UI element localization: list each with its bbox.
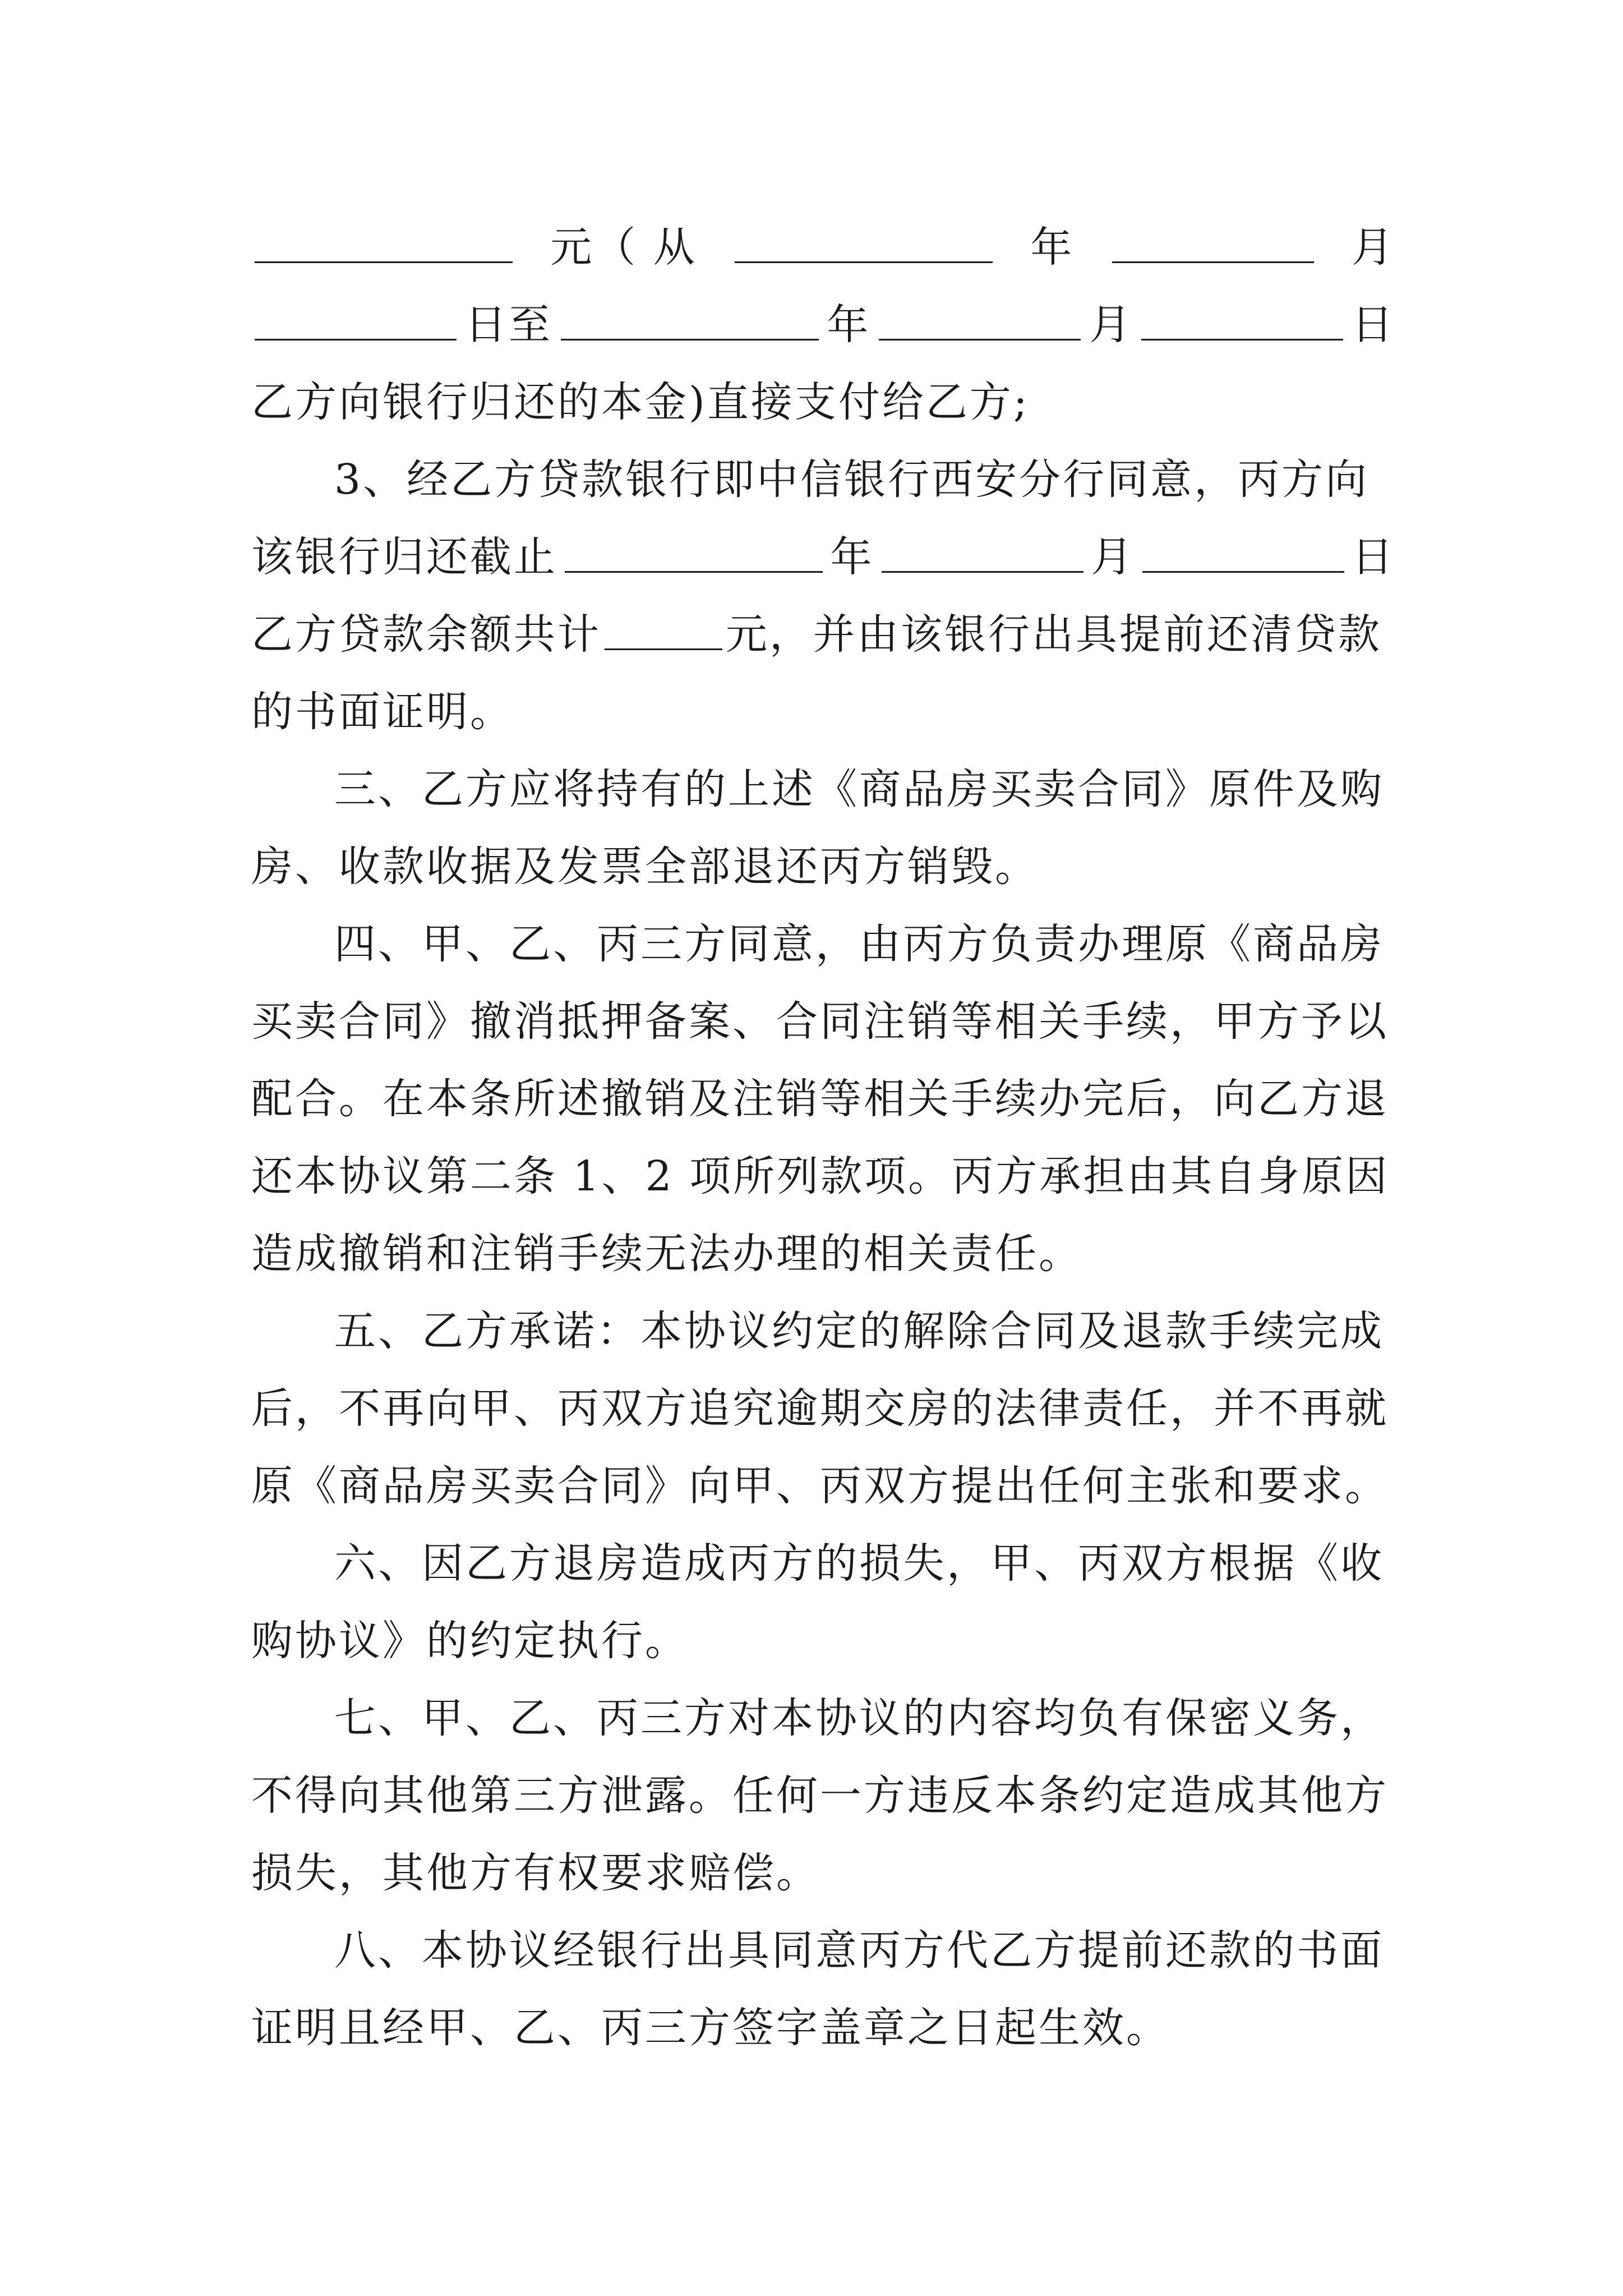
line-22: 损失，其他方有权要求赔偿。 [251,1849,820,1897]
balance-suffix: 元，并由该银行出具提前还清贷款 [726,610,1382,659]
year-text: 年 [830,533,874,581]
deadline-prefix: 该银行归还截止 [251,533,557,581]
month-text: 月 [1091,533,1135,581]
line-17: 原《商品房买卖合同》向甲、丙双方提出任何主张和要求。 [251,1462,1389,1510]
line-11: 买卖合同》撤消抵押备案、合同注销等相关手续，甲方予以 [251,997,1389,1046]
year-text: 年 [827,301,871,349]
day-text: 日 [1351,533,1395,581]
line-9: 房、收款收据及发票全部退还丙方销毁。 [251,843,1039,891]
day-to-text: 日至 [464,301,552,349]
year-blank [735,228,993,263]
line-21: 不得向其他第三方泄露。任何一方违反本条约定造成其他方 [251,1772,1389,1820]
line-3: 乙方向银行归还的本金)直接支付给乙方; [251,378,1030,426]
yuan-from-text: 元（ 从 [550,223,697,272]
clause-3: 三、乙方应将持有的上述《商品房买卖合同》原件及购 [334,765,1384,813]
line-2 [251,286,1395,364]
line-5 [251,518,1395,596]
line-12: 配合。在本条所述撤销及注销等相关手续办完后，向乙方退 [251,1075,1389,1123]
line-19: 购协议》的约定执行。 [251,1617,689,1665]
line-6 [251,596,1395,673]
month-text: 月 [1351,223,1395,272]
year-text: 年 [1030,223,1075,272]
line-7: 的书面证明。 [251,688,514,736]
clause-8: 八、本协议经银行出具同意丙方代乙方提前还款的书面 [334,1926,1384,1975]
line-1 [251,209,1395,286]
month-blank [882,537,1083,573]
clause-4: 四、甲、乙、丙三方同意，由丙方负责办理原《商品房 [334,920,1384,968]
balance-prefix: 乙方贷款余额共计 [251,610,601,659]
day-text: 日 [1351,301,1395,349]
amount-blank [255,228,513,263]
day-blank [1142,537,1344,573]
document-page [251,209,1395,2067]
day-blank [1141,305,1343,341]
year-blank [565,537,823,573]
balance-blank [605,615,722,650]
month-text: 月 [1089,301,1133,349]
line-14: 造成撤销和注销手续无法办理的相关责任。 [251,1230,1082,1278]
clause-7: 七、甲、乙、丙三方对本协议的内容均负有保密义务， [334,1694,1384,1742]
line-24: 证明且经甲、乙、丙三方签字盖章之日起生效。 [251,2004,1170,2052]
month-blank [879,305,1081,341]
line-16: 后，不再向甲、丙双方追究逾期交房的法律责任，并不再就 [251,1384,1389,1433]
day-blank [255,305,457,341]
line-13: 还本协议第二条 1、2 项所列款项。丙方承担由其自身原因 [251,1152,1390,1200]
clause-2-item-3: 3、经乙方贷款银行即中信银行西安分行同意，丙方向 [334,455,1370,504]
month-blank [1112,228,1314,263]
clause-5: 五、乙方承诺：本协议约定的解除合同及退款手续完成 [334,1307,1384,1355]
clause-6: 六、因乙方退房造成丙方的损失，甲、丙双方根据《收 [334,1539,1384,1588]
year-blank [561,305,819,341]
